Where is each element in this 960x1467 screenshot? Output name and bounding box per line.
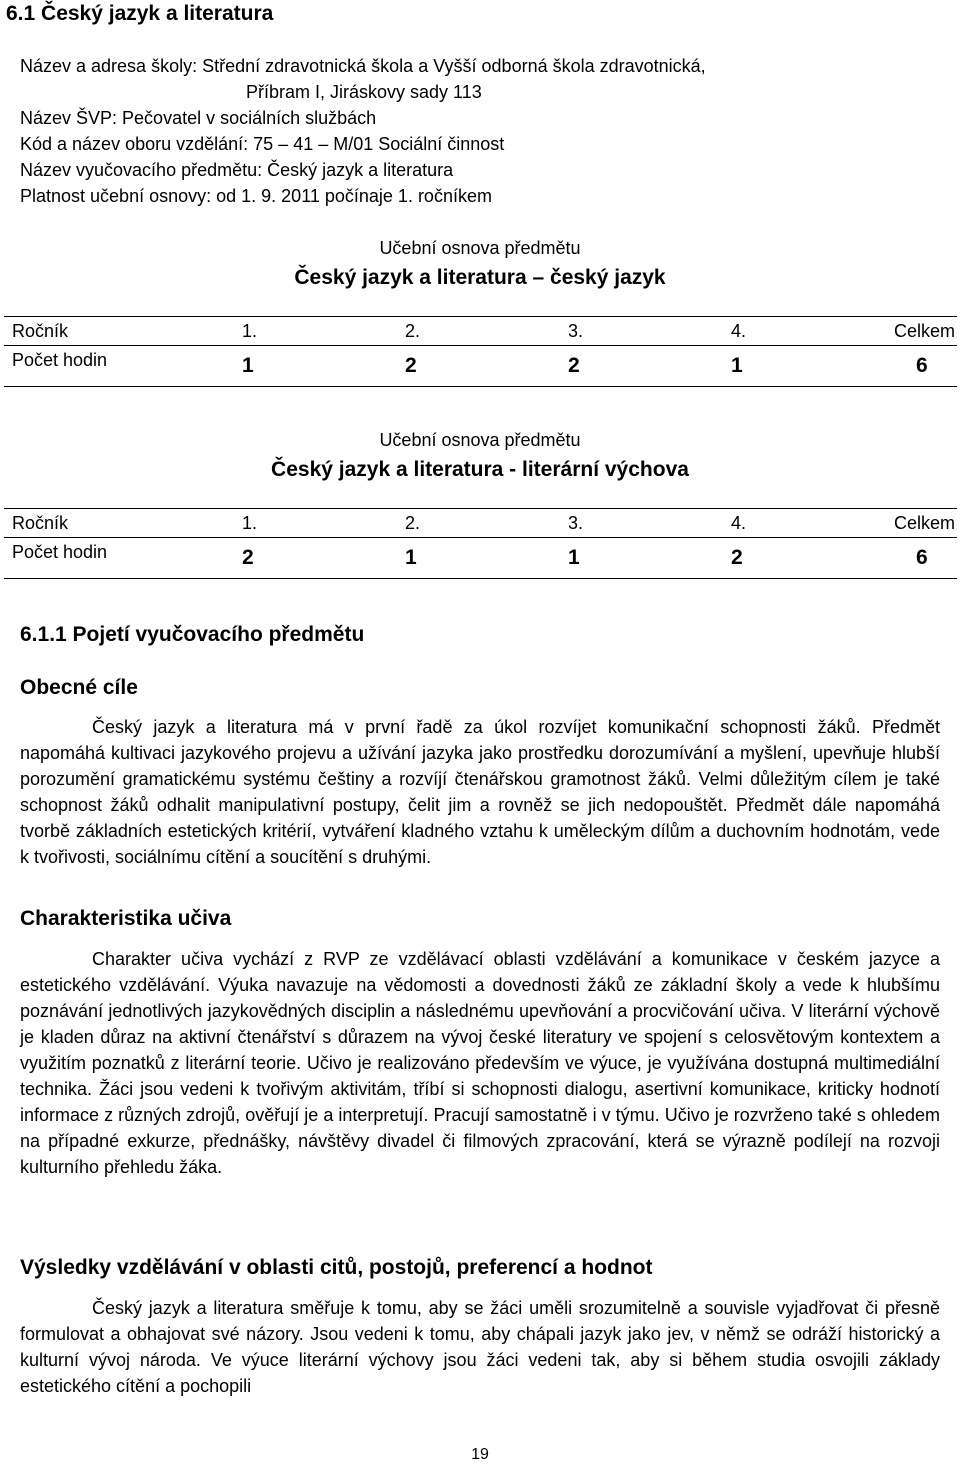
svp-line: Název ŠVP: Pečovatel v sociálních službách bbox=[20, 108, 377, 128]
plan1-header-cell: 3. bbox=[560, 317, 723, 346]
plan1-header-row bbox=[4, 317, 957, 346]
vysledky-heading: Výsledky vzdělávání v oblasti citů, postojů, preferencí a hodnot bbox=[20, 1256, 653, 1279]
plan1-header-cell: 4. bbox=[723, 317, 886, 346]
subject-line: Název vyučovacího předmětu: Český jazyk a literatura bbox=[20, 160, 454, 180]
plan2-hours-label: Počet hodin bbox=[4, 538, 234, 579]
plan2-header-cell: Celkem bbox=[886, 509, 957, 538]
plan1-hours-cell: 6 bbox=[886, 346, 957, 387]
page-number: 19 bbox=[471, 1446, 489, 1463]
plan1-header-cell: Celkem bbox=[886, 317, 957, 346]
plan1-hours-cell: 2 bbox=[560, 346, 723, 387]
chapter-heading: 6.1 Český jazyk a literatura bbox=[6, 2, 274, 25]
plan1-hours-cell: 1 bbox=[234, 346, 397, 387]
plan2-subject: Český jazyk a literatura - literární výchova bbox=[271, 458, 689, 481]
plan1-hours-row bbox=[4, 346, 957, 387]
validity-line: Platnost učební osnovy: od 1. 9. 2011 počínaje 1. ročníkem bbox=[20, 186, 492, 206]
plan1-hours-cell: 2 bbox=[397, 346, 560, 387]
plan2-header-row bbox=[4, 509, 957, 538]
plan1-header-cell: 1. bbox=[234, 317, 397, 346]
plan2-hours-cell: 1 bbox=[397, 538, 560, 579]
plan1-header-cell: 2. bbox=[397, 317, 560, 346]
plan2-header-cell: 2. bbox=[397, 509, 560, 538]
plan1-table bbox=[4, 316, 957, 387]
charakteristika-paragraph: Charakter učiva vychází z RVP ze vzdělávací oblasti vzdělávání a komunikace v českém jazyce a estetického vzdělávání. Výuka navazuje na vědomosti a dovednosti žáků ze základní školy a vede k hlubšímu poznávání jednotlivých jazykovědných disciplin a následnému upevňování a procvičování učiva. V literární výchově je kladen důraz na aktivní čtenářství s důrazem na vývoj české literatury ve spojení s celosvětovým kontextem a využitím poznatků z literární teorie. Učivo je realizováno především ve výuce, je využívána dostupná multimediální technika. Žáci jsou vedeni k tvořivým aktivitám, tříbí si schopnosti dialogu, asertivní komunikace, kriticky hodnotí informace z různých zdrojů, ověřují je a interpretují. Pracují samostatně i v týmu. Učivo je rozvrženo také s ohledem na případné exkurze, přednášky, návštěvy divadel či filmových zpracování, která se výrazně podílejí na rozvoji kulturního přehledu žáka. bbox=[20, 949, 940, 1177]
plan1-hours-cell: 1 bbox=[723, 346, 886, 387]
plan1-hours-label: Počet hodin bbox=[4, 346, 234, 387]
plan2-header-cell: 1. bbox=[234, 509, 397, 538]
obor-line: Kód a název oboru vzdělání: 75 – 41 – M/01 Sociální činnost bbox=[20, 134, 505, 154]
plan1-header-label: Ročník bbox=[4, 317, 234, 346]
plan2-header-cell: 4. bbox=[723, 509, 886, 538]
obecne-cile-heading: Obecné cíle bbox=[20, 676, 138, 699]
plan2-caption: Učební osnova předmětu bbox=[379, 430, 581, 450]
vysledky-paragraph: Český jazyk a literatura směřuje k tomu, aby se žáci uměli srozumitelně a souvisle vyjadřovat či přesně formulovat a obhajovat své názory. Jsou vedeni k tomu, aby chápali jazyk jako jev, v němž se odráží historický a kulturní vývoj národa. Ve výuce literární výchovy jsou žáci vedeni tak, aby si během studia osvojili základy estetického cítění a pochopili bbox=[20, 1298, 940, 1396]
plan2-hours-cell: 2 bbox=[234, 538, 397, 579]
plan2-header-cell: 3. bbox=[560, 509, 723, 538]
plan2-hours-cell: 6 bbox=[886, 538, 957, 579]
obecne-cile-paragraph: Český jazyk a literatura má v první řadě za úkol rozvíjet komunikační schopnosti žáků. Předmět napomáhá kultivaci jazykového projevu a užívání jazyka jako prostředku dorozumívání a myšlení, upevňuje hlubší porozumění gramatickému systému češtiny a rozvíjí čtenářskou gramotnost žáků. Velmi důležitým cílem je také schopnost žáků odhalit manipulativní postupy, čelit jim a rovněž se jich nedopouštět. Předmět dále napomáhá tvorbě základních estetických kritérií, vytváření kladného vztahu k uměleckým dílům a duchovním hodnotám, vede k tvořivosti, sociálnímu cítění a soucítění s druhými. bbox=[20, 717, 940, 867]
plan2-table bbox=[4, 508, 957, 579]
plan2-header-label: Ročník bbox=[4, 509, 234, 538]
section-heading: 6.1.1 Pojetí vyučovacího předmětu bbox=[20, 623, 365, 646]
plan1-caption: Učební osnova předmětu bbox=[379, 238, 581, 258]
plan1-subject: Český jazyk a literatura – český jazyk bbox=[294, 266, 666, 289]
school-address-line: Příbram I, Jiráskovy sady 113 bbox=[246, 82, 482, 102]
plan2-hours-row bbox=[4, 538, 957, 579]
plan2-hours-cell: 2 bbox=[723, 538, 886, 579]
charakteristika-heading: Charakteristika učiva bbox=[20, 907, 232, 930]
plan2-hours-cell: 1 bbox=[560, 538, 723, 579]
school-name-line: Název a adresa školy: Střední zdravotnická škola a Vyšší odborná škola zdravotnická, bbox=[20, 56, 706, 76]
